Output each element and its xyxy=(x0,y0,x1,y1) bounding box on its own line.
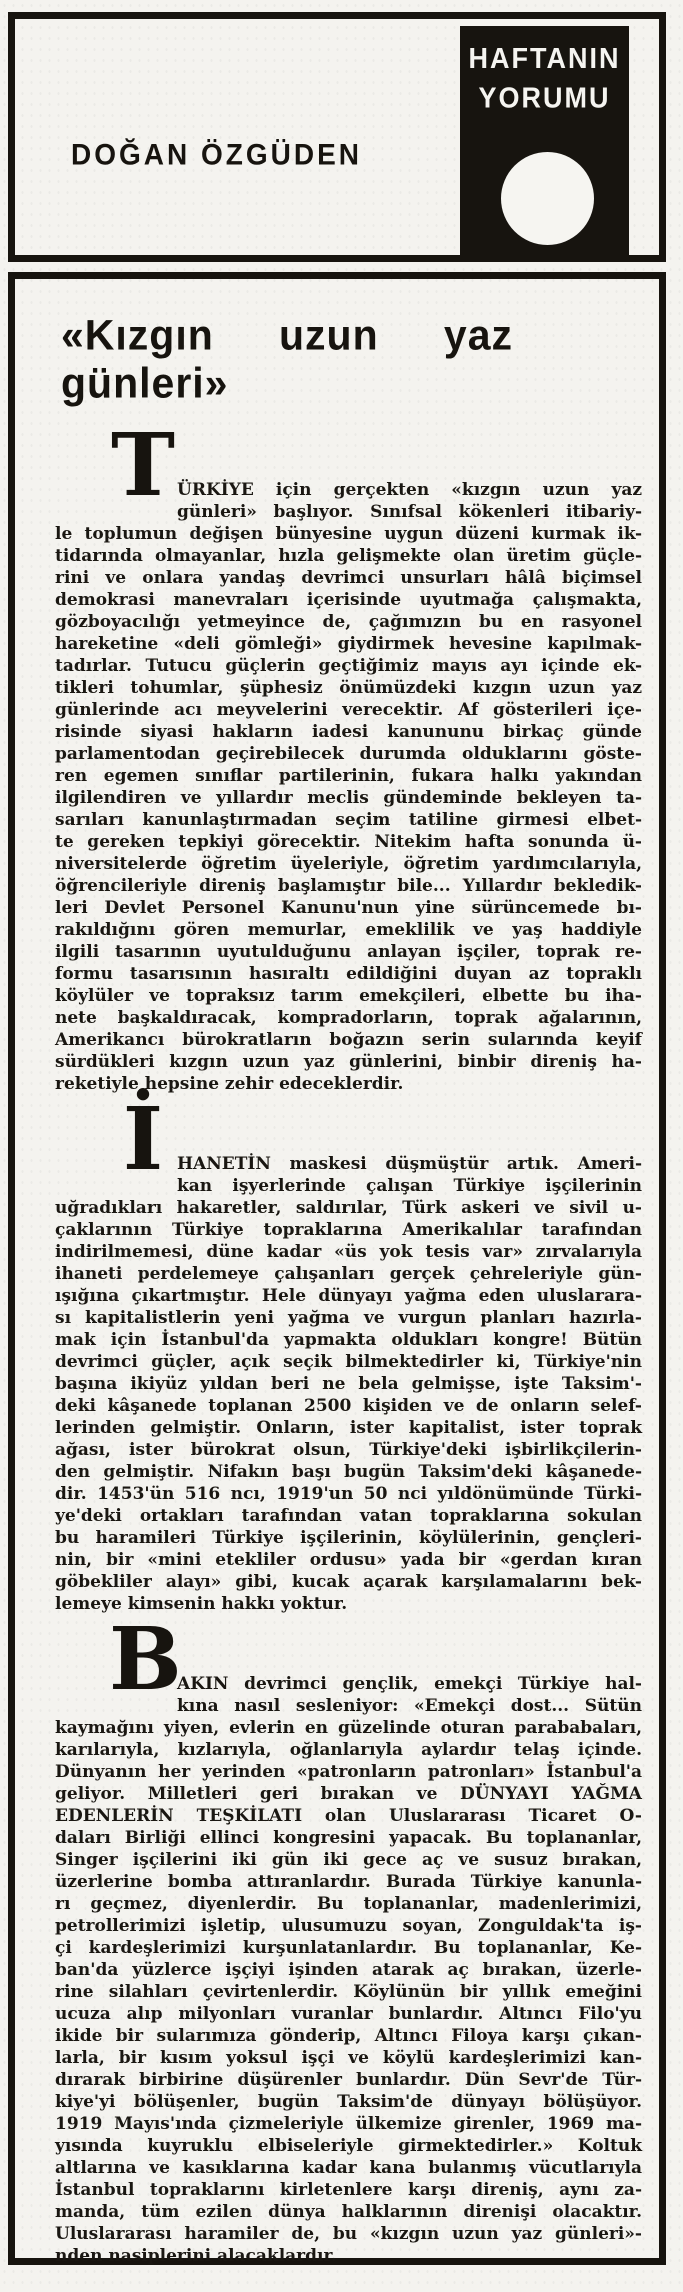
text-line: İstanbul topraklarını kirletenlere karşı direniş, aynı za- xyxy=(55,2180,642,2200)
text-line: rı geçmez, diyenlerdir. Bu toplananlar, madenlerimizi, xyxy=(55,1894,642,1914)
text-line: ÜRKİYE için gerçekten «kızgın uzun yaz xyxy=(177,480,642,500)
text-line: Amerikancı bürokratların boğazın serin sularında keyif xyxy=(55,1030,642,1050)
text-line: reketiyle hepsine zehir edeceklerdir. xyxy=(55,1074,404,1094)
text-line: nden nasiplerini alacaklardır. xyxy=(55,2246,337,2266)
text-line: tikleri tohumlar, şüphesiz önümüzdeki kızgın uzun yaz xyxy=(55,678,642,698)
dropcap-letter: İ xyxy=(122,1089,164,1190)
text-line: petrollerimizi işletip, ulusumuzu soyan, Zonguldak'ta iş- xyxy=(55,1916,642,1936)
text-line: nete başkaldıracak, kompradorların, toprak ağalarının, xyxy=(55,1008,642,1028)
text-line: ucuza alıp milyonları vuranlar bunlardır. Altıncı Filo'yu xyxy=(55,2004,642,2024)
text-line: nin, bir «mini etekliler ordusu» yada bir «gerdan kıran xyxy=(55,1550,642,1570)
text-line: den gelmiştir. Nifakın başı bugün Taksim'deki kâşanede- xyxy=(55,1462,642,1482)
text-line: mak için İstanbul'da yapmakta oldukları kongre! Bütün xyxy=(55,1330,642,1350)
text-line: uğradıkları hakaretler, saldırılar, Türk askeri ve sivil u- xyxy=(55,1198,642,1218)
text-line: rini ve onlara yandaş devrimci unsurları hâlâ biçimsel xyxy=(55,568,642,588)
text-line: başına ikiyüz yıldan beri ne bela gelmişse, işte Taksim'- xyxy=(55,1374,642,1394)
text-line: dırarak birbirine düşürenler bunlardır. Dün Sevr'de Tür- xyxy=(55,2070,642,2090)
article-box xyxy=(8,272,666,2265)
text-line: hareketine «deli gömleği» giydirmek hevesine kapılmak- xyxy=(55,634,642,654)
text-line: lemeye kimsenin hakkı yoktur. xyxy=(55,1594,348,1614)
text-line: üzerlerine bomba attıranlardır. Burada Türkiye kanunla- xyxy=(55,1872,642,1892)
text-line: le toplumun değişen bünyesine uygun düzeni kurmak ik- xyxy=(55,524,642,544)
badge-title-line1: HAFTANIN xyxy=(468,42,621,75)
article-title: «Kızgın uzun yaz günleri» xyxy=(61,311,513,407)
text-line: karılarıyla, kızlarıyla, oğlanlarıyla aylardır telaş içinde. xyxy=(55,1740,642,1760)
paragraph xyxy=(55,1609,642,2267)
text-line: ye'deki ortakları tarafından vatan topraklarına sokulan xyxy=(55,1506,642,1526)
text-line: ban'da yüzlerce işçiyi işinden atarak aç bırakan, üzerle- xyxy=(55,1960,642,1980)
text-line: larla, bir kısım yoksul işçi ve köylü kardeşlerimizi kan- xyxy=(55,2048,642,2068)
text-line: ilgilendiren ve yıllardır meclis gündeminde bekleyen ta- xyxy=(55,788,642,808)
paragraph xyxy=(55,415,642,1095)
text-line: kaymağını yiyen, evlerin en güzelinde oturan parababaları, xyxy=(55,1718,642,1738)
text-line: çi kardeşlerimizi kurşunlatanlardır. Bu toplananlar, Ke- xyxy=(55,1938,642,1958)
text-line: manda, tüm ezilen dünya halklarının direnişi olacaktır. xyxy=(55,2202,642,2222)
dropcap-letter: B xyxy=(109,1609,182,1710)
text-line: tidarında olmayanlar, hızla gelişmekte olan üretim güçle- xyxy=(55,546,642,566)
text-line: kan işyerlerinde çalışan Türkiye işçilerinin xyxy=(177,1176,642,1196)
text-line: rakıldığını gören memurlar, emeklilik ve yaş haddiyle xyxy=(55,920,642,940)
text-line: tadırlar. Tutucu güçlerin geçtiğimiz mayıs ayı içinde ek- xyxy=(55,656,642,676)
text-line: sürdükleri kızgın uzun yaz günlerini, binbir direniş ha- xyxy=(55,1052,642,1072)
text-line: formu tasarısının hasıraltı edildiğini duyan az topraklı xyxy=(55,964,642,984)
text-line: kiye'yi bölüşenler, bugün Taksim'de dünyayı bölüşüyor. xyxy=(55,2092,642,2112)
text-line: gözboyacılığı yetmeyince de, çağımızın bu en rasyonel xyxy=(55,612,642,632)
text-line: yısında kuyruklu elbiseleriyle girmektedirler.» Koltuk xyxy=(55,2136,642,2156)
text-line: sı kapitalistlerin yeni yağma ve vurgun planları hazırla- xyxy=(55,1308,642,1328)
text-line: ağası, ister bürokrat olsun, Türkiye'deki işbirlikçilerin- xyxy=(55,1440,642,1460)
text-line: geliyor. Milletleri geri bırakan ve DÜNYAYI YAĞMA xyxy=(55,1784,642,1804)
text-line: te gereken tepkiyi görecektir. Nitekim hafta sonunda ü- xyxy=(55,832,642,852)
dropcap-letter: T xyxy=(111,415,175,516)
text-line: kına nasıl sesleniyor: «Emekçi dost... Sütün xyxy=(177,1696,642,1716)
text-line: ikide bir sularımıza gönderip, Altıncı Filoya karşı çıkan- xyxy=(55,2026,642,2046)
text-line: EDENLERİN TEŞKİLATI olan Uluslararası Ticaret O- xyxy=(55,1806,642,1826)
text-line: ışığına çıkartmıştır. Hele dünyayı yağma eden uluslarara- xyxy=(55,1286,642,1306)
text-line: çaklarının Türkiye topraklarına Amerikalılar tarafından xyxy=(55,1220,642,1240)
text-line: parlamentodan geçirebilecek durumda olduklarını göste- xyxy=(55,744,642,764)
text-line: öğrencileriyle direniş başlamıştır bile... Yıllardır bekledik- xyxy=(55,876,642,896)
text-line: HANETİN maskesi düşmüştür artık. Ameri- xyxy=(177,1154,642,1174)
weekly-commentary-badge xyxy=(460,26,629,257)
text-line: deki kâşanede toplanan 2500 kişiden ve de onların selef- xyxy=(55,1396,642,1416)
text-line: rine silahları çevirtenlerdir. Köylünün bir yıllık emeğini xyxy=(55,1982,642,2002)
author-name: DOĞAN ÖZGÜDEN xyxy=(71,138,362,171)
circle-icon xyxy=(501,152,594,245)
text-line: göbekliler alayı» gibi, kucak açarak karşılamalarını bek- xyxy=(55,1572,642,1592)
paragraph xyxy=(55,1089,642,1615)
text-line: indirilmemesi, düne kadar «üs yok tesis var» zırvalarıyla xyxy=(55,1242,642,1262)
text-line: ihaneti perdelemeye çalışanları gerçek çehreleriyle gün- xyxy=(55,1264,642,1284)
text-line: sarıları kanunlaştırmadan seçim tatiline girmesi elbet- xyxy=(55,810,642,830)
masthead-box xyxy=(8,12,666,262)
text-line: ilgili tasarının uyutulduğunu anlayan işçiler, toprak re- xyxy=(55,942,642,962)
text-line: günlerinde acı meyvelerini verecektir. Af gösterileri içe- xyxy=(55,700,642,720)
text-line: niversitelerde öğretim üyeleriyle, öğretim yardımcılarıyla, xyxy=(55,854,642,874)
text-line: günleri» başlıyor. Sınıfsal kökenleri itibariy- xyxy=(177,502,642,522)
text-line: AKIN devrimci gençlik, emekçi Türkiye hal- xyxy=(177,1674,642,1694)
text-line: Singer işçilerini iki gün iki gece aç ve susuz bırakan, xyxy=(55,1850,642,1870)
text-line: demokrasi manevraları içerisinde uyutmağa çalışmakta, xyxy=(55,590,642,610)
text-line: risinde siyasi hakların iadesi kanununu birkaç günde xyxy=(55,722,642,742)
text-line: lerinden gelmiştir. Onların, ister kapitalist, ister toprak xyxy=(55,1418,642,1438)
text-line: leri Devlet Personel Kanunu'nun yine sürüncemede bı- xyxy=(55,898,642,918)
text-line: 1919 Mayıs'ında çizmeleriyle ülkemize girenler, 1969 ma- xyxy=(55,2114,642,2134)
text-line: köylüler ve topraksız tarım emekçileri, elbette bu iha- xyxy=(55,986,642,1006)
badge-title-line2: YORUMU xyxy=(478,82,611,114)
text-line: devrimci güçler, açık seçik bilmektedirler ki, Türkiye'nin xyxy=(55,1352,642,1372)
text-line: bu haramileri Türkiye işçilerinin, köylülerinin, gençleri- xyxy=(55,1528,642,1548)
text-line: ren egemen sınıflar partilerinin, fukara halkı yakından xyxy=(55,766,642,786)
text-line: dir. 1453'ün 516 ncı, 1919'un 50 nci yıldönümünde Türki- xyxy=(55,1484,642,1504)
text-line: Dünyanın her yerinden «patronların patronları» İstanbul'a xyxy=(55,1762,642,1782)
article-body xyxy=(55,415,642,2267)
text-line: altlarına ve kasıklarına kadar kana bulanmış vücutlarıyla xyxy=(55,2158,642,2178)
text-line: Uluslararası haramiler de, bu «kızgın uzun yaz günleri»- xyxy=(55,2224,642,2244)
text-line: daları Birliği ellinci kongresini yapacak. Bu toplananlar, xyxy=(55,1828,642,1848)
